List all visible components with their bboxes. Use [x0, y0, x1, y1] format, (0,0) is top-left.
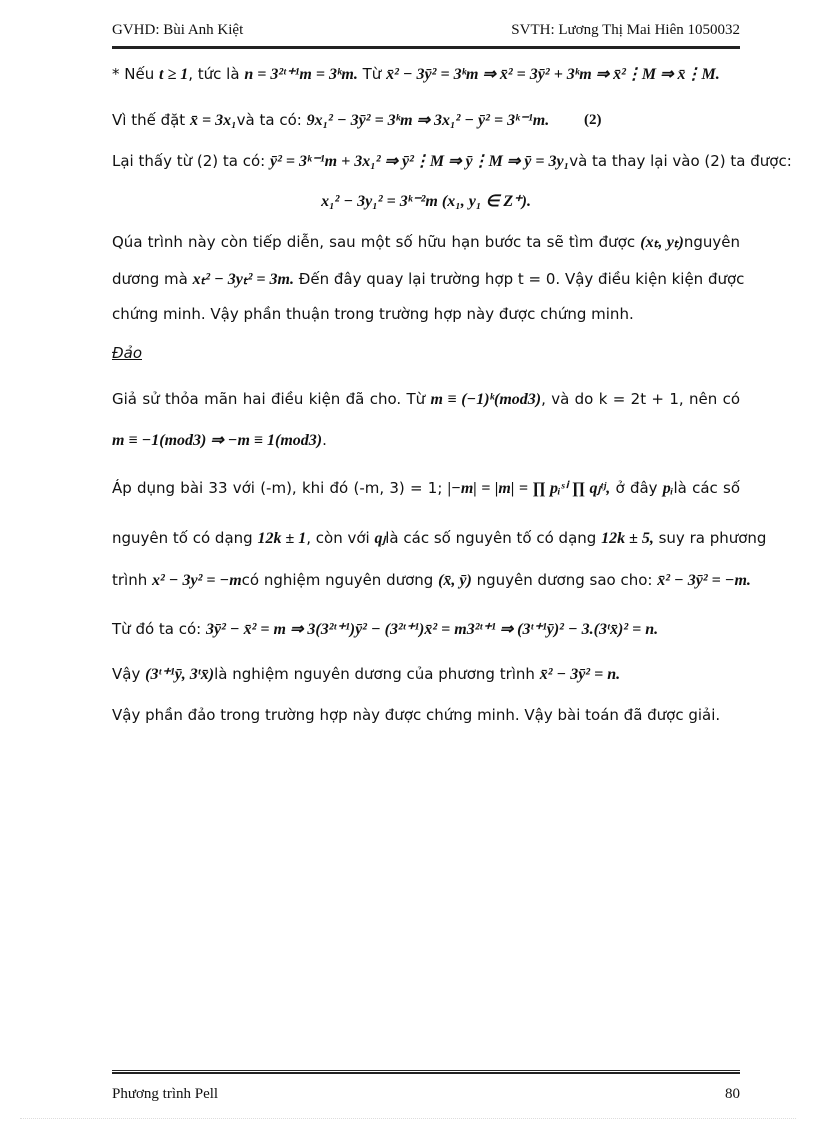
math-n-definition: n = 3²ᵗ⁺¹m = 3ᵏm.: [244, 66, 358, 83]
text: và ta có:: [236, 111, 307, 129]
section-label: Đảo: [112, 344, 142, 362]
text: Từ đó ta có:: [112, 620, 206, 638]
text: chứng minh. Vậy phần thuận trong trường hợp này được chứng minh.: [112, 305, 634, 323]
text: trình: [112, 571, 152, 589]
math-form: 12k ± 5,: [601, 530, 654, 547]
math-condition: t ≥ 1: [159, 66, 189, 83]
text: Vậy phần đảo trong trường hợp này được chứng minh. Vậy bài toán đã được giải.: [112, 706, 721, 724]
text: , tức là: [188, 65, 245, 83]
math-equation: x² − 3y² = −m: [152, 572, 242, 589]
converse-heading: [112, 343, 740, 363]
math-derivation: 3ȳ² − x̄² = m ⇒ 3(3²ᵗ⁺¹)ȳ² − (3²ᵗ⁺¹)x̄² = m3²ᵗ⁺¹ ⇒ (3ᵗ⁺¹ȳ)² − 3.(3ᵗx̄)² = n.: [206, 621, 659, 638]
line-apply-lemma: [112, 478, 740, 499]
math-equation: 9x₁² − 3ȳ² = 3ᵏm ⇒ 3x₁² − ȳ² = 3ᵏ⁻¹m.: [306, 112, 550, 129]
text: Đến đây quay lại trường hợp t = 0. Vậy điều kiện kiện được: [293, 270, 745, 288]
math-symbol: pᵢ: [662, 480, 674, 497]
header-advisor: GVHD: Bùi Anh Kiệt: [112, 22, 244, 38]
text: .: [322, 431, 327, 449]
line-conclusion: [112, 705, 740, 725]
math-symbol: qⱼ: [374, 530, 386, 547]
text: là các số: [673, 479, 741, 497]
math-equation: xₜ² − 3yₜ² = 3m.: [192, 271, 294, 288]
footer-title: Phương trình Pell: [112, 1086, 219, 1102]
line-case-t-ge-1: [112, 64, 740, 85]
line-solution-pair: [112, 664, 740, 685]
math-form: 12k ± 1: [257, 530, 307, 547]
math-substitution: x̄ = 3x₁: [189, 112, 237, 129]
text: và ta thay lại vào (2) ta được:: [569, 152, 792, 170]
math-pair: (3ᵗ⁺¹ȳ, 3ᵗx̄): [145, 666, 215, 683]
text: Từ: [357, 65, 387, 83]
page-edge-divider: [20, 1118, 796, 1119]
math-congruence: m ≡ (−1)ᵏ(mod3): [430, 391, 542, 408]
line-prime-forms: [112, 528, 767, 549]
line-back-to-t0: [112, 269, 745, 290]
text: Giả sử thỏa mãn hai điều kiện đã cho. Từ: [112, 390, 431, 408]
text: Qúa trình này còn tiếp diễn, sau một số hữu hạn bước ta sẽ tìm được: [112, 233, 641, 251]
math-congruence: m ≡ −1(mod3) ⇒ −m ≡ 1(mod3): [112, 432, 323, 449]
text: Áp dụng bài 33 với (-m), khi đó (-m, 3) = 1;: [112, 479, 448, 497]
text: là nghiệm nguyên dương của phương trình: [214, 665, 540, 683]
line-forward-proved: [112, 304, 740, 324]
page-number: 80: [725, 1086, 740, 1102]
page-header: [112, 22, 740, 42]
math-equation: x̄² − 3ȳ² = −m.: [657, 572, 751, 589]
math-equation: x̄² − 3ȳ² = n.: [539, 666, 621, 683]
header-student: SVTH: Lương Thị Mai Hiên 1050032: [511, 22, 740, 38]
line-derivation: [112, 619, 740, 640]
equation-number: (2): [584, 112, 602, 128]
text: nguyên: [683, 233, 741, 251]
page-footer: [112, 1086, 740, 1106]
text: , và do k = 2t + 1, nên có: [541, 390, 740, 408]
line-equation-solution: [112, 570, 751, 591]
math-implication-chain: x̄² − 3ȳ² = 3ᵏm ⇒ x̄² = 3ȳ² + 3ᵏm ⇒ x̄²⋮M ⇒ x̄⋮M.: [386, 66, 720, 83]
line-process-continues: [112, 232, 740, 253]
header-rule: [112, 46, 740, 49]
math-display-equation: x₁² − 3y₁² = 3ᵏ⁻²m (x₁, y₁ ∈ Z⁺).: [321, 193, 531, 210]
text: Vì thế đặt: [112, 111, 190, 129]
math-implication-chain: ȳ² = 3ᵏ⁻¹m + 3x₁² ⇒ ȳ²⋮M ⇒ ȳ⋮M ⇒ ȳ = 3y₁: [269, 153, 570, 170]
line-reduced-equation: [112, 191, 740, 212]
text: là các số nguyên tố có dạng: [385, 529, 602, 547]
math-pair: (xₜ, yₜ): [640, 234, 684, 251]
line-assume-conditions: [112, 389, 740, 410]
math-product-formula: |−m| = |m| = ∏ pᵢˢⁱ ∏ qⱼᵗʲ,: [447, 480, 611, 497]
footer-rule: [112, 1070, 740, 1074]
line-congruence: [112, 430, 740, 451]
text: ở đây: [610, 479, 663, 497]
text: Lại thấy từ (2) ta có:: [112, 152, 270, 170]
text: suy ra phương: [653, 529, 767, 547]
text: Vậy: [112, 665, 146, 683]
text: , còn với: [306, 529, 375, 547]
math-pair: (x̄, ȳ): [438, 572, 472, 589]
text: có nghiệm nguyên dương: [241, 571, 439, 589]
text: * Nếu: [112, 65, 159, 83]
text: nguyên tố có dạng: [112, 529, 258, 547]
line-set-x1: [112, 110, 740, 131]
text: dương mà: [112, 270, 193, 288]
line-from-2: [112, 151, 792, 172]
text: nguyên dương sao cho:: [471, 571, 658, 589]
